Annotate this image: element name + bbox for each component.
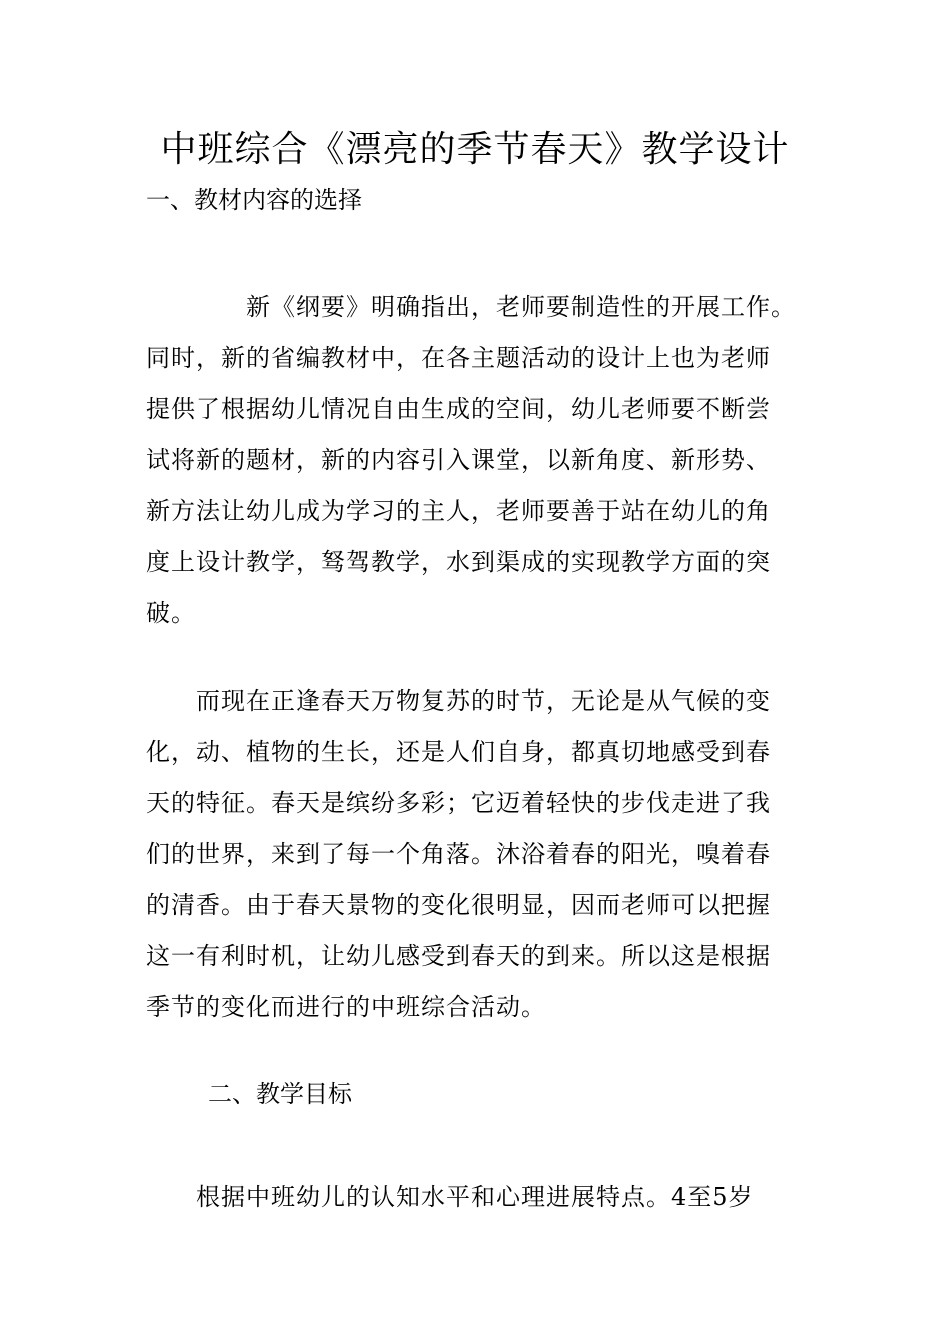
paragraph-line: 的清香。由于春天景物的变化很明显，因而老师可以把握 xyxy=(146,891,771,919)
paragraph-line: 根据中班幼儿的认知水平和心理进展特点。4至5岁 xyxy=(146,1183,754,1211)
paragraph-line: 同时，新的省编教材中，在各主题活动的设计上也为老师 xyxy=(146,344,771,372)
paragraph-line: 化，动、植物的生长，还是人们自身，都真切地感受到春 xyxy=(146,738,771,766)
paragraph-line: 度上设计教学，驽驾教学，水到渠成的实现教学方面的突 xyxy=(146,548,771,576)
paragraph-line: 新《纲要》明确指出，老师要制造性的开展工作。 xyxy=(146,293,796,321)
paragraph-line: 这一有利时机，让幼儿感受到春天的到来。所以这是根据 xyxy=(146,942,771,970)
section-heading-goals: 二、教学目标 xyxy=(208,1080,352,1108)
document-title: 中班综合《漂亮的季节春天》教学设计 xyxy=(160,129,790,170)
paragraph-line: 季节的变化而进行的中班综合活动。 xyxy=(146,993,546,1021)
paragraph-line: 天的特征。春天是缤纷多彩；它迈着轻快的步伐走进了我 xyxy=(146,789,771,817)
paragraph-line: 们的世界，来到了每一个角落。沐浴着春的阳光，嗅着春 xyxy=(146,840,771,868)
paragraph-outline-requirements xyxy=(146,282,836,639)
paragraph-line: 而现在正逢春天万物复苏的时节，无论是从气候的变 xyxy=(146,687,771,715)
paragraph-goals xyxy=(146,1172,836,1223)
paragraph-line: 提供了根据幼儿情况自由生成的空间，幼儿老师要不断尝 xyxy=(146,395,771,423)
paragraph-line: 试将新的题材，新的内容引入课堂，以新角度、新形势、 xyxy=(146,446,771,474)
paragraph-line: 破。 xyxy=(146,599,196,627)
section-heading-materials: 一、教材内容的选择 xyxy=(146,186,362,214)
paragraph-spring-season xyxy=(146,676,836,1033)
paragraph-line: 新方法让幼儿成为学习的主人，老师要善于站在幼儿的角 xyxy=(146,497,771,525)
